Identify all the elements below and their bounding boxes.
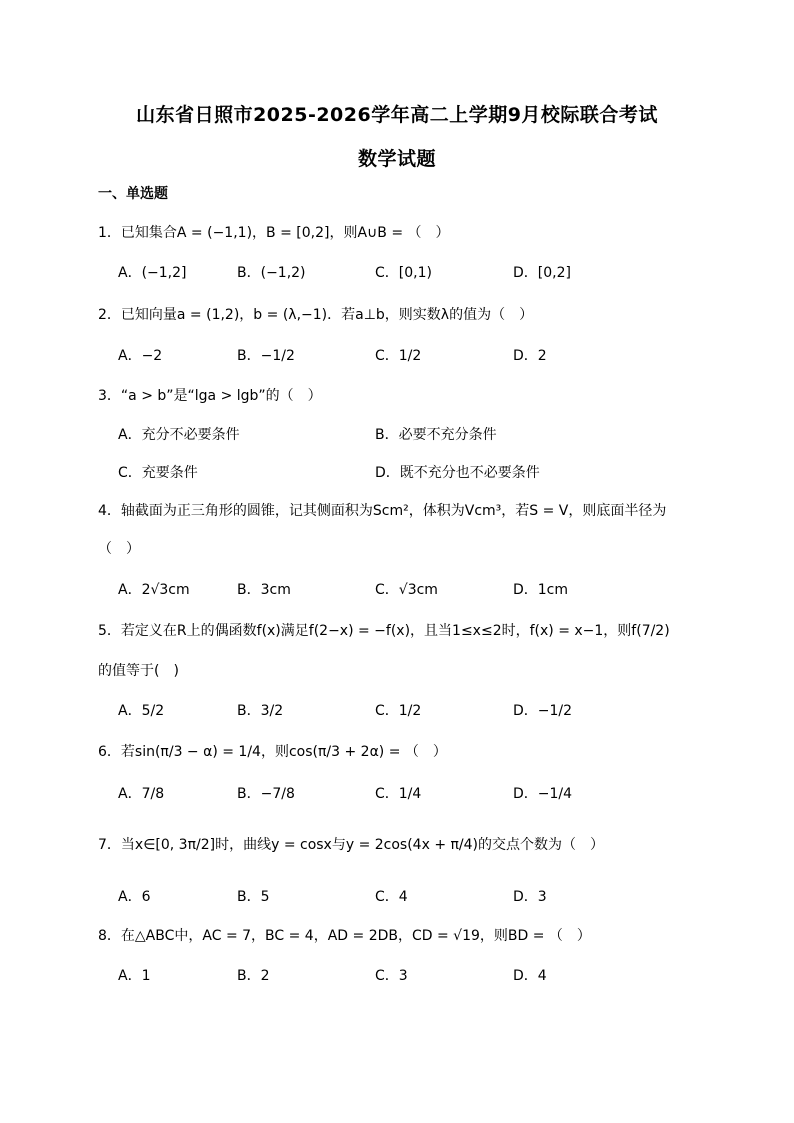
exam-title: 山东省日照市2025-2026学年高二上学期9月校际联合考试 [136,104,658,126]
question-1-option-d: D．[0,2] [513,265,571,281]
section-heading: 一、单选题 [98,186,168,202]
question-4-stem: 4．轴截面为正三角形的圆锥，记其侧面积为Scm²，体积为Vcm³，若S = V，则底面半径为 [98,503,667,519]
question-6-option-c: C．1/4 [375,786,422,802]
question-6-option-b: B．−7/8 [237,786,295,802]
question-1-option-b: B．(−1,2) [237,265,306,281]
question-8-stem: 8．在△ABC中，AC = 7，BC = 4，AD = 2DB，CD = √19，则BD = （ ） [98,928,591,944]
question-2-option-b: B．−1/2 [237,348,295,364]
question-4-option-c: C．√3cm [375,582,438,598]
question-2-option-d: D．2 [513,348,547,364]
question-7-option-d: D．3 [513,889,547,905]
question-5-stem: 5．若定义在R上的偶函数f(x)满足f(2−x) = −f(x)，且当1≤x≤2时，f(x) = x−1，则f(7/2) [98,623,670,639]
question-8-option-a: A．1 [118,968,151,984]
question-2-option-a: A．−2 [118,348,163,364]
question-3-option-b: B．必要不充分条件 [375,427,497,443]
question-2-option-c: C．1/2 [375,348,422,364]
question-3-option-a: A．充分不必要条件 [118,427,240,443]
question-6-option-d: D．−1/4 [513,786,573,802]
question-5-option-a: A．5/2 [118,703,165,719]
question-7-option-b: B．5 [237,889,270,905]
question-5-option-c: C．1/2 [375,703,422,719]
question-7-stem: 7．当x∈[0, 3π/2]时，曲线y = cosx与y = 2cos(4x + π/4)的交点个数为（ ） [98,837,605,853]
question-1-option-a: A．(−1,2] [118,265,187,281]
question-4-option-a: A．2√3cm [118,582,190,598]
question-6-stem: 6．若sin(π/3 − α) = 1/4，则cos(π/3 + 2α) = （ ） [98,744,447,760]
exam-subtitle: 数学试题 [357,148,436,170]
question-7-option-c: C．4 [375,889,408,905]
question-1-stem: 1．已知集合A = (−1,1)，B = [0,2]，则A∪B = （ ） [98,225,450,241]
question-5-option-d: D．−1/2 [513,703,573,719]
question-5-stem-continued: 的值等于( ) [98,663,179,679]
question-4-option-d: D．1cm [513,582,569,598]
question-1-option-c: C．[0,1) [375,265,432,281]
question-4-stem-continued: （ ） [98,541,140,557]
question-3-option-d: D．既不充分也不必要条件 [375,465,540,481]
question-5-option-b: B．3/2 [237,703,284,719]
question-8-option-b: B．2 [237,968,270,984]
question-3-stem: 3．“a > b”是“lga > lgb”的（ ） [98,388,322,404]
question-8-option-d: D．4 [513,968,547,984]
question-7-option-a: A．6 [118,889,151,905]
question-2-stem: 2．已知向量a = (1,2)，b = (λ,−1)．若a⊥b，则实数λ的值为（ ） [98,307,534,323]
question-8-option-c: C．3 [375,968,408,984]
question-4-option-b: B．3cm [237,582,291,598]
question-3-option-c: C．充要条件 [118,465,198,481]
question-6-option-a: A．7/8 [118,786,165,802]
